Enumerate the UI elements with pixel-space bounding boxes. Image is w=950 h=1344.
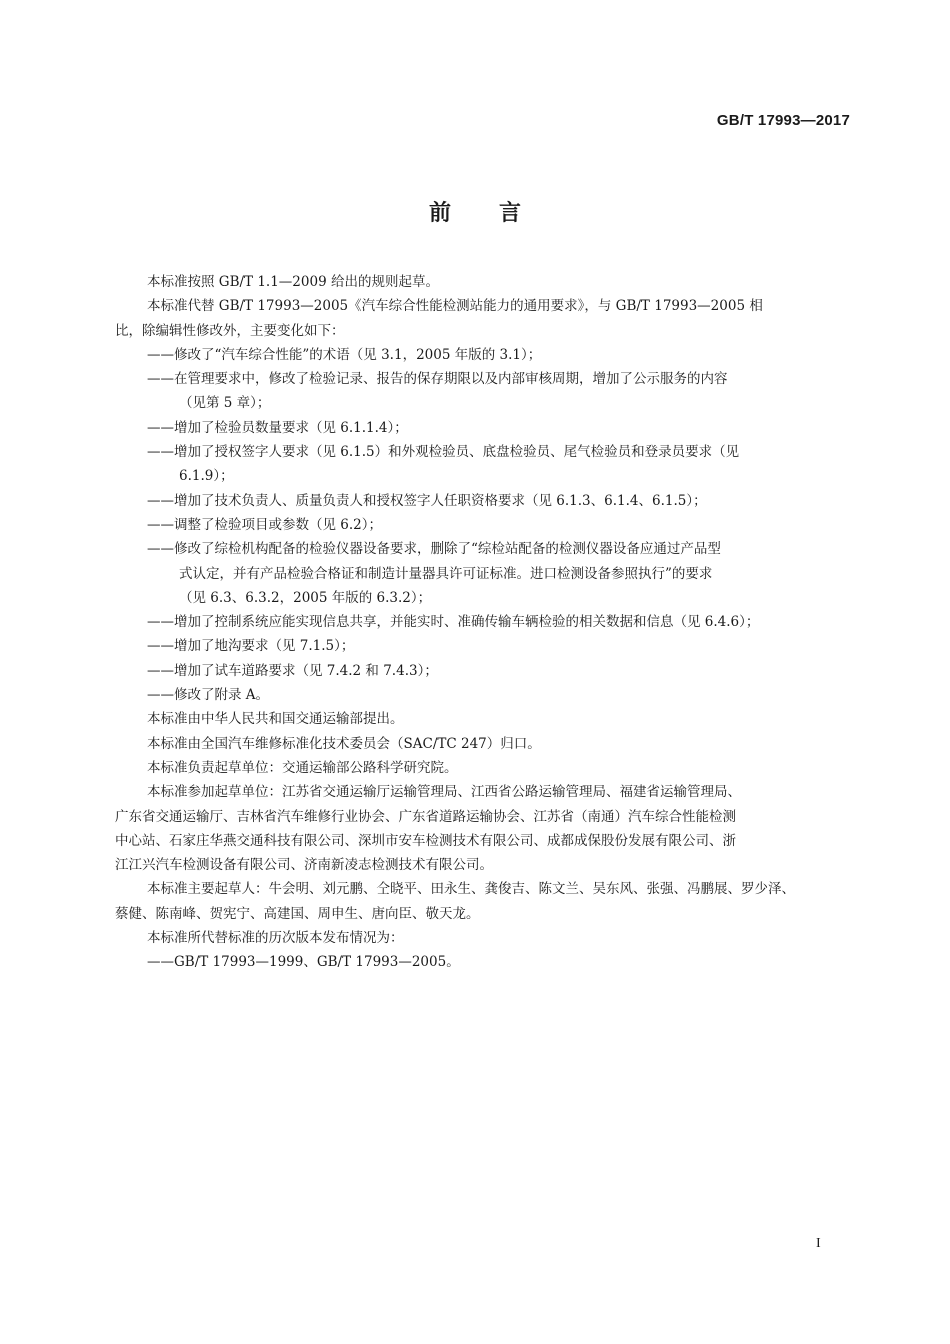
paragraph: 本标准由全国汽车维修标准化技术委员会（SAC/TC 247）归口。 bbox=[147, 735, 541, 752]
paragraph-continuation: 比，除编辑性修改外，主要变化如下： bbox=[115, 322, 345, 339]
paragraph: 本标准由中华人民共和国交通运输部提出。 bbox=[147, 711, 404, 728]
list-item-continuation: （见第 5 章）； bbox=[179, 395, 271, 412]
paragraph-continuation: 广东省交通运输厅、吉林省汽车维修行业协会、广东省道路运输协会、江苏省（南通）汽车综合性能检测 bbox=[115, 808, 736, 825]
paragraph-continuation: 江江兴汽车检测设备有限公司、济南新凌志检测技术有限公司。 bbox=[115, 857, 493, 874]
foreword-body bbox=[115, 270, 850, 975]
list-item-continuation: （见 6.3、6.3.2，2005 年版的 6.3.2）； bbox=[179, 589, 432, 606]
list-item: ——增加了控制系统应能实现信息共享，并能实时、准确传输车辆检验的相关数据和信息（见 6.4.6）； bbox=[147, 614, 760, 631]
standard-code: GB/T 17993—2017 bbox=[716, 112, 850, 129]
title-char-1: 前 bbox=[428, 201, 451, 226]
list-item-continuation: 6.1.9）； bbox=[179, 468, 234, 485]
paragraph: 本标准所代替标准的历次版本发布情况为： bbox=[147, 930, 404, 947]
paragraph-continuation: 蔡健、陈南峰、贺宪宁、高建国、周申生、唐向臣、敬天龙。 bbox=[115, 905, 480, 922]
list-item: ——GB/T 17993—1999、GB/T 17993—2005。 bbox=[147, 954, 460, 971]
page-title bbox=[0, 196, 950, 227]
page-number: I bbox=[816, 1236, 821, 1251]
list-item: ——修改了综检机构配备的检验仪器设备要求，删除了“综检站配备的检测仪器设备应通过产品型 bbox=[147, 541, 721, 558]
title-char-2: 言 bbox=[499, 201, 522, 226]
list-item: ——修改了附录 A。 bbox=[147, 687, 270, 704]
list-item: ——调整了检验项目或参数（见 6.2）； bbox=[147, 516, 383, 533]
paragraph: 本标准负责起草单位：交通运输部公路科学研究院。 bbox=[147, 759, 458, 776]
list-item: ——在管理要求中，修改了检验记录、报告的保存期限以及内部审核周期，增加了公示服务的内容 bbox=[147, 371, 728, 388]
paragraph: 本标准参加起草单位：江苏省交通运输厅运输管理局、江西省公路运输管理局、福建省运输管理局、 bbox=[147, 784, 741, 801]
list-item-continuation: 式认定，并有产品检验合格证和制造计量器具许可证标准。进口检测设备参照执行”的要求 bbox=[179, 565, 713, 582]
paragraph-continuation: 中心站、石家庄华燕交通科技有限公司、深圳市安车检测技术有限公司、成都成保股份发展有限公司、浙 bbox=[115, 832, 736, 849]
list-item: ——增加了地沟要求（见 7.1.5）； bbox=[147, 638, 355, 655]
list-item: ——增加了授权签字人要求（见 6.1.5）和外观检验员、底盘检验员、尾气检验员和登录员要求（见 bbox=[147, 444, 740, 461]
list-item: ——增加了试车道路要求（见 7.4.2 和 7.4.3）； bbox=[147, 662, 438, 679]
paragraph: 本标准代替 GB/T 17993—2005《汽车综合性能检测站能力的通用要求》，与 GB/T 17993—2005 相 bbox=[147, 298, 763, 315]
list-item: ——修改了“汽车综合性能”的术语（见 3.1，2005 年版的 3.1）； bbox=[147, 346, 542, 363]
list-item: ——增加了技术负责人、质量负责人和授权签字人任职资格要求（见 6.1.3、6.1.4、6.1.5）； bbox=[147, 492, 707, 509]
paragraph: 本标准主要起草人：牛会明、刘元鹏、仝晓平、田永生、龚俊吉、陈文兰、吴东风、张强、冯鹏展、罗少泽、 bbox=[147, 881, 795, 898]
list-item: ——增加了检验员数量要求（见 6.1.1.4）； bbox=[147, 419, 408, 436]
paragraph: 本标准按照 GB/T 1.1—2009 给出的规则起草。 bbox=[147, 274, 439, 290]
